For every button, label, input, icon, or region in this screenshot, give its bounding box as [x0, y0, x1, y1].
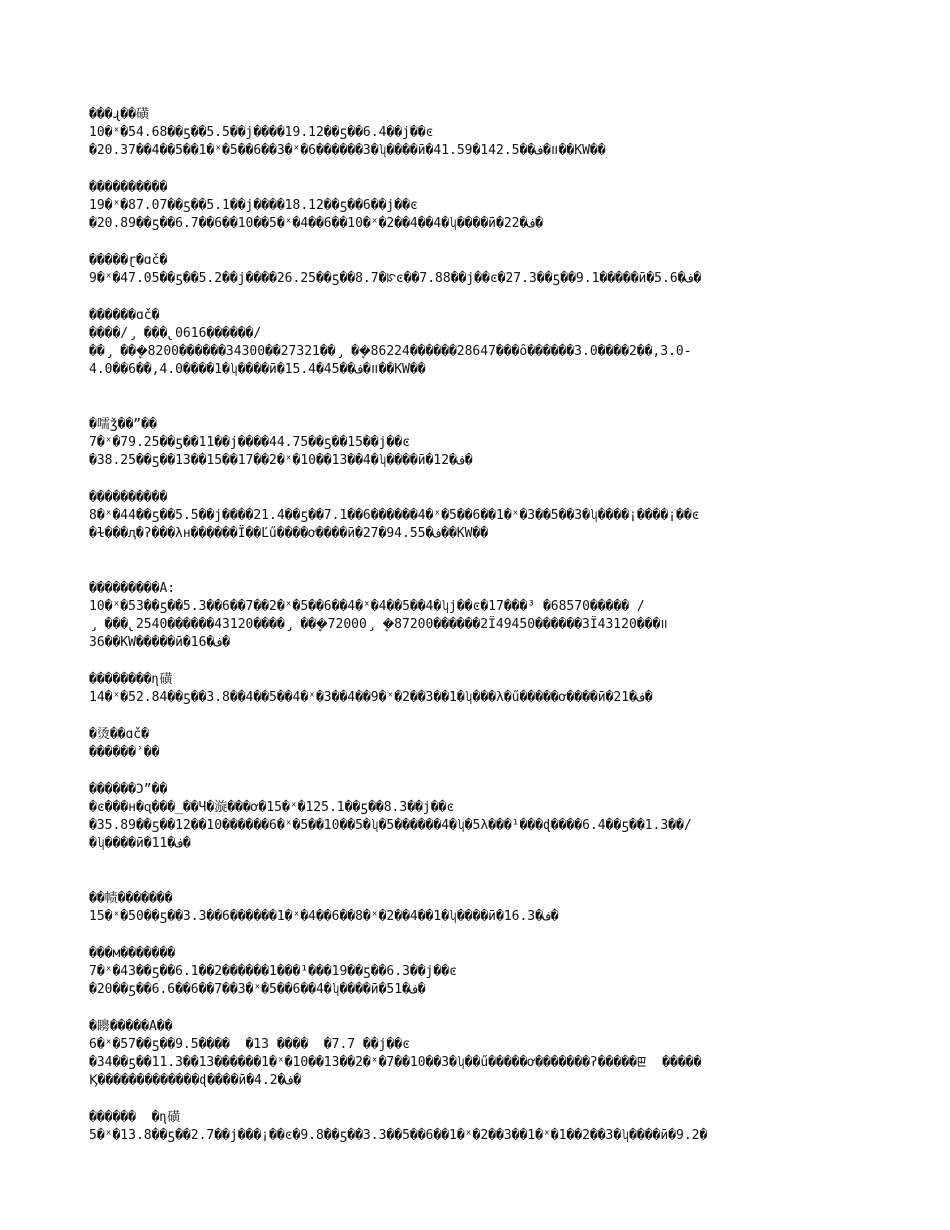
entry-text-line: 10�ˣ�53��ƽ��5.3��6��7��2�ˣ�5��6��4�ˣ�4��5��4�ʮj��ͼ�17���³ �68570����� /: [89, 599, 645, 614]
entry-text-line: �ͼ���н�ɋ���_��Ч�漩���ơ�15�ˣ�125.1��ƽ��8.3��j��ͼ: [89, 800, 455, 815]
entry-text-line: �35.89��ƽ��12��10������6�ˣ�5��10��5�ʮ�5������4�ʮ�5λ���¹���ɖ����6.4��ƽ��1.3��/: [89, 818, 692, 833]
listing-entry: [89, 307, 869, 379]
entry-heading: �矏�����A��: [89, 1019, 173, 1034]
entry-heading: ����������: [89, 490, 168, 505]
entry-text-line: ����/̡ ���̢0616������/: [89, 326, 262, 341]
listing-entry: [89, 489, 869, 543]
entry-text-line: �38.25��ƽ��13��15��17��2�ˣ�10��13��4�ʮ����ӣ�12�ف�: [89, 453, 473, 468]
entry-text-line: 14�ˣ�52.84��ƽ��3.8��4��5��4�ˣ�3��4��9�ˣ�2��3��1�ʮ���λ�ű�����ơ����ӣ�21�ف�: [89, 690, 653, 705]
entry-heading: �����ɽ�ɑč�: [89, 253, 168, 268]
entry-heading: ���ɻ��磺: [89, 107, 149, 122]
listing-entry: [89, 890, 869, 926]
entry-text-line: �ɫ���ԯ�ʔ���λн������Ϊ��Ľű����ơ����ӣ�27�94.55�ف��KW��: [89, 526, 489, 541]
entry-text-line: �20��ƽ��6.6��6��7��3�ˣ�5��6��4�ʮ����ӣ�51�ف�: [89, 982, 426, 997]
listing-entry: [89, 416, 869, 470]
listing-entry: [89, 580, 869, 652]
entry-text-line: 4.0��6��,4.0����1�ʮ����ӣ�15.4�45��װ�ف��KW��: [89, 362, 426, 377]
listing-entry: [89, 945, 869, 999]
entry-heading: �嚅ǯ��”��: [89, 417, 157, 432]
entry-text-line: 10�ˣ�54.68��ƽ��5.5��j����19.12��ƽ��6.4��j��ͼ: [89, 125, 434, 140]
entry-text-line: 6�ˣ�57��ƽ��9.5���� �13 ���� �7.7 ��j��ͼ: [89, 1037, 410, 1052]
entry-text-line: 7�ˣ�79.25��ƽ��11��j����44.75��ƽ��15��j��ͼ: [89, 435, 410, 450]
entry-text-line: 8�ˣ�44��ƽ��5.5��j����21.4��ƽ��7.1��6������4�ˣ�5��6��1�ˣ�3��5��3�ʮ����¡����¡��ͼ: [89, 508, 700, 523]
entry-text-line: �34��ƽ��11.3��13������1�ˣ�10��13��2�ˣ�7��10��3�ʮ��ű�����ơ�������ʔ�����ꡣ �����: [89, 1055, 702, 1070]
entry-text-line: ̡ ���̢2540������43120����̡ ���ܷ72000̡ �ܷ87200������2Ϊ49450������3Ϊ43120���װ: [89, 617, 669, 632]
entry-heading: ��帻�������: [89, 891, 173, 906]
entry-text-line: �20.37��4��5��1�ˣ�5��6��3�ˣ�6������3�ʮ����ӣ�41.59�142.5��װ�ف��KW��: [89, 143, 606, 158]
entry-text-line: ��̡ ���ܷ8200������34300��27321��̡ ��ܷ86224������28647���ȏ������3.0����2��,3.0-: [89, 344, 692, 359]
entry-heading: ������Ͻ”��: [89, 782, 168, 797]
entry-heading: ���������A:: [89, 581, 176, 596]
entry-text-line: 9�ˣ�47.05��ƽ��5.2��j����26.25��ƽ��8.7�ꡯͼ��7.88��j��ͼ�27.3��ƽ��9.1�����ӣ�5.6�ف�: [89, 271, 702, 286]
entry-text-line: 5�ˣ�13.8��ƽ��2.7��j���¡��ͼ�9.8��ƽ��3.3��5��6��1�ˣ�2��3��1�ˣ�1��2��3�ʮ����ӣ�9.2�: [89, 1128, 708, 1143]
listing-entry: [89, 726, 869, 762]
entry-text-line: 19�ˣ�87.07��ƽ��5.1��j����18.12��ƽ��6��j��ͼ: [89, 198, 418, 213]
listing-entry: [89, 671, 869, 707]
entry-heading: ������ɑč�: [89, 308, 160, 323]
entry-text-line: 7�ˣ�43��ƽ��6.1��2������1���¹���19��ƽ��6.3��j��ͼ: [89, 964, 457, 979]
listing-entry: [89, 781, 869, 853]
entry-text-line: �20.89��ƽ��6.7��6��10��5�ˣ�4��6��10�ˣ�2��4��4�ʮ����ӣ�22�ف�: [89, 216, 543, 231]
listing-entry: [89, 1018, 869, 1090]
entry-text-line: 36��KW�����ӣ�16�ف�: [89, 635, 230, 650]
entry-heading: ���м�������: [89, 946, 176, 961]
entry-heading: ����������: [89, 180, 168, 195]
entry-text-line: ������ʾ��: [89, 745, 160, 760]
document-body: [89, 106, 869, 1164]
entry-heading: ��������ɳ磺: [89, 672, 173, 687]
listing-entry: [89, 252, 869, 288]
entry-heading: �烫��ɑč�: [89, 727, 149, 742]
entry-text-line: Ϗ�������������ɖ����ӣ�4.2�ف�: [89, 1073, 302, 1088]
entry-text-line: �ʮ����ӣ�11�ف�: [89, 836, 191, 851]
listing-entry: [89, 106, 869, 160]
entry-heading: ������ �ɳ磺: [89, 1110, 181, 1125]
listing-entry: [89, 1109, 869, 1145]
listing-entry: [89, 179, 869, 233]
entry-text-line: 15�ˣ�50��ƽ��3.3��6������1�ˣ�4��6��8�ˣ�2��4��1�ʮ����ӣ�16.3�ف�: [89, 909, 559, 924]
